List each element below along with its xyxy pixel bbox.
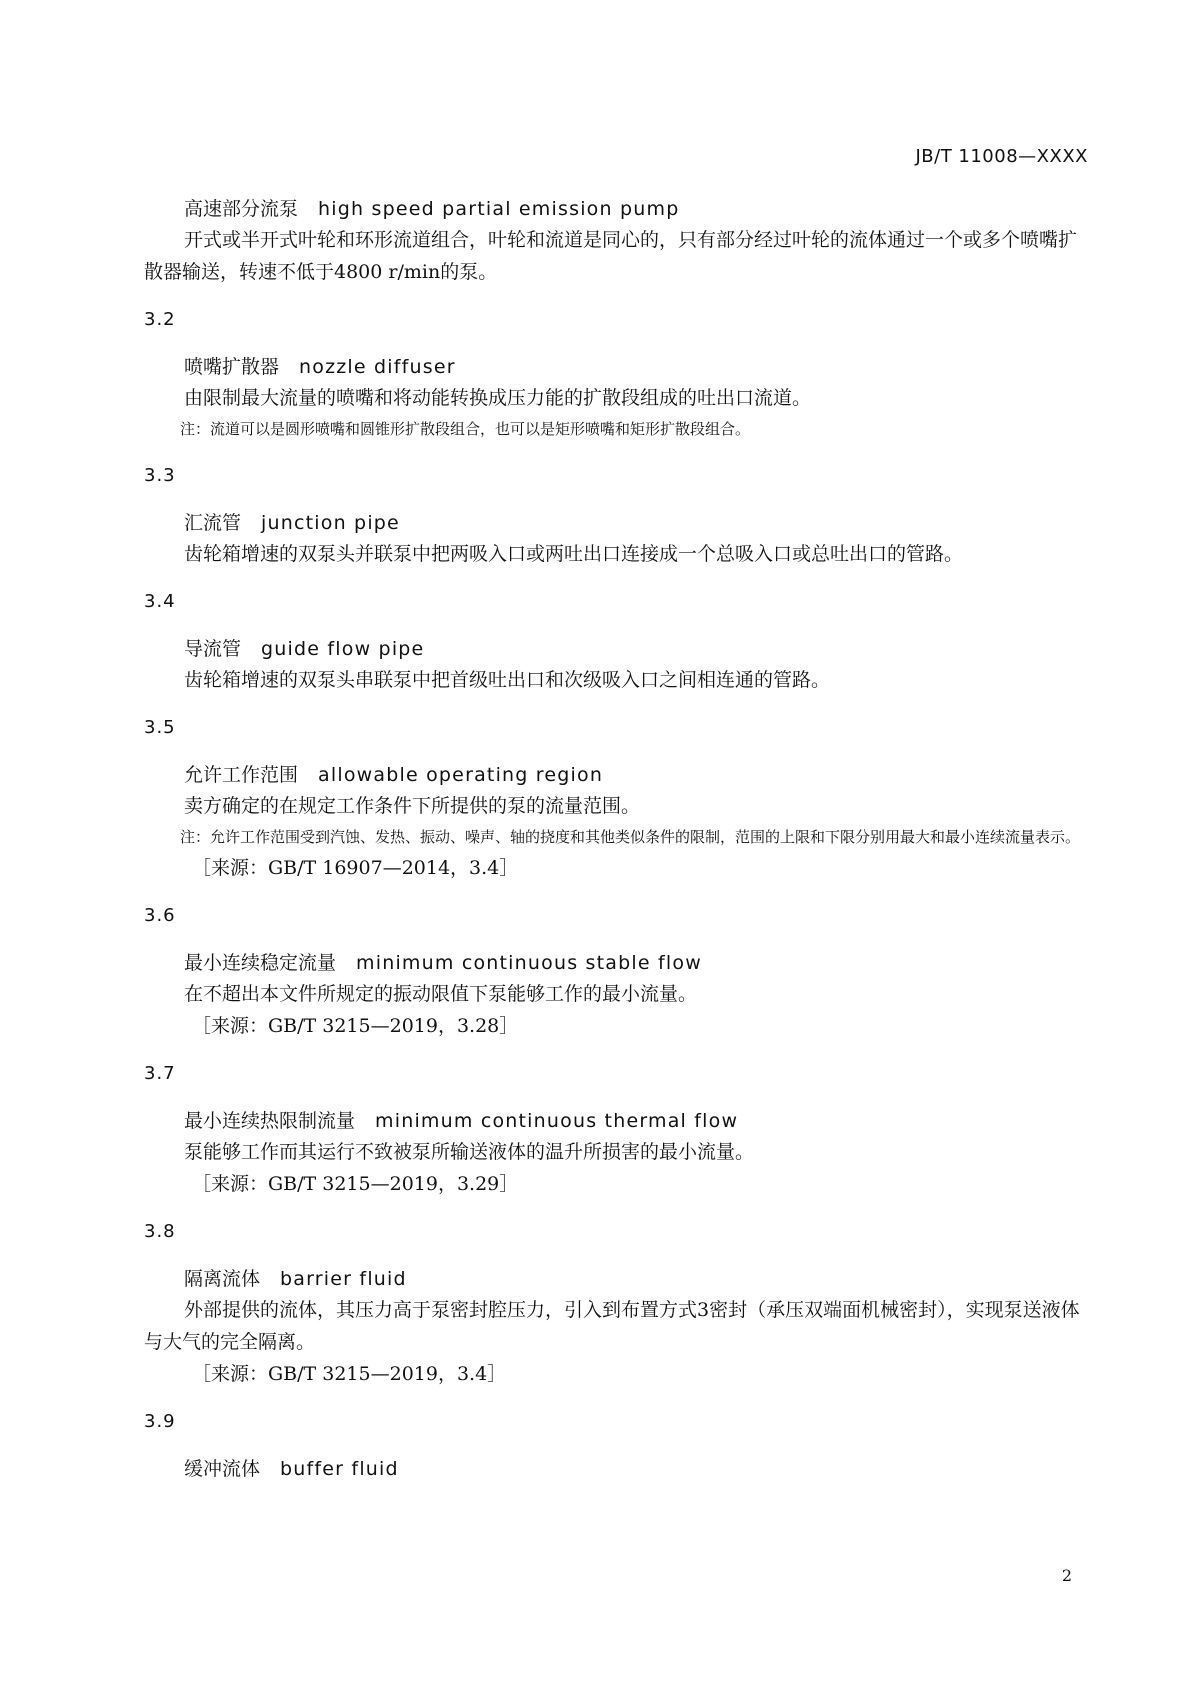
- terms-section: [144, 194, 1088, 1484]
- term-number: 3.3: [144, 465, 176, 486]
- term-zh: 允许工作范围: [184, 764, 299, 786]
- term-source: ［来源：GB/T 3215—2019，3.28］: [192, 1015, 519, 1037]
- term-definition: 开式或半开式叶轮和环形流道组合，叶轮和流道是同心的，只有部分经过叶轮的流体通过一个或多个喷嘴扩散器输送，转速不低于4800 r/min的泵。: [144, 229, 1078, 283]
- term-heading: [184, 1264, 1088, 1294]
- term-en: guide flow pipe: [261, 638, 425, 660]
- term-note: [180, 822, 1088, 852]
- term-definition: 齿轮箱增速的双泵头并联泵中把两吸入口或两吐出口连接成一个总吸入口或总吐出口的管路。: [184, 543, 964, 565]
- term-en: minimum continuous thermal flow: [375, 1110, 739, 1132]
- term-number: 3.2: [144, 309, 176, 330]
- term-definition: 在不超出本文件所规定的振动限值下泵能够工作的最小流量。: [184, 983, 698, 1005]
- term-en: allowable operating region: [318, 764, 604, 786]
- term-definition: 外部提供的流体，其压力高于泵密封腔压力，引入到布置方式3密封（承压双端面机械密封），实现泵送液体与大气的完全隔离。: [144, 1299, 1080, 1353]
- term-heading: [184, 194, 1088, 224]
- term-heading: [184, 760, 1088, 790]
- term-zh: 高速部分流泵: [184, 198, 299, 220]
- term-number: 3.7: [144, 1063, 176, 1084]
- term-number: 3.5: [144, 717, 176, 738]
- term-number: 3.4: [144, 591, 176, 612]
- note-text: 流道可以是圆形喷嘴和圆锥形扩散段组合，也可以是矩形喷嘴和矩形扩散段组合。: [210, 420, 751, 438]
- term-definition: 齿轮箱增速的双泵头串联泵中把首级吐出口和次级吸入口之间相连通的管路。: [184, 669, 831, 691]
- term-heading: [184, 508, 1088, 538]
- term-entry: [144, 712, 1088, 884]
- term-source: ［来源：GB/T 3215—2019，3.29］: [192, 1173, 519, 1195]
- term-entry: [144, 194, 1088, 288]
- term-zh: 汇流管: [184, 512, 242, 534]
- term-en: junction pipe: [261, 512, 400, 534]
- term-en: high speed partial emission pump: [318, 198, 680, 220]
- term-entry: [144, 900, 1088, 1042]
- term-number: 3.8: [144, 1221, 176, 1242]
- term-zh: 导流管: [184, 638, 242, 660]
- term-entry: [144, 586, 1088, 696]
- term-zh: 隔离流体: [184, 1268, 261, 1290]
- note-label: 注：: [180, 828, 211, 846]
- term-definition: 卖方确定的在规定工作条件下所提供的泵的流量范围。: [184, 795, 641, 817]
- page-number: 2: [1061, 1566, 1072, 1585]
- term-zh: 缓冲流体: [184, 1458, 261, 1480]
- standard-code: JB/T 11008—XXXX: [915, 146, 1088, 167]
- term-definition: 由限制最大流量的喷嘴和将动能转换成压力能的扩散段组成的吐出口流道。: [184, 387, 812, 409]
- term-zh: 最小连续热限制流量: [184, 1110, 356, 1132]
- term-en: nozzle diffuser: [299, 356, 456, 378]
- term-source: ［来源：GB/T 16907—2014，3.4］: [192, 857, 519, 879]
- term-entry: [144, 1058, 1088, 1200]
- term-entry: [144, 1216, 1088, 1390]
- term-number: 3.6: [144, 905, 176, 926]
- term-note: [180, 414, 1088, 444]
- term-source: ［来源：GB/T 3215—2019，3.4］: [192, 1363, 507, 1385]
- term-en: buffer fluid: [280, 1458, 399, 1480]
- term-number: 3.9: [144, 1411, 176, 1432]
- term-entry: [144, 304, 1088, 444]
- term-zh: 喷嘴扩散器: [184, 356, 280, 378]
- term-heading: [184, 1454, 1088, 1484]
- term-en: minimum continuous stable flow: [356, 952, 702, 974]
- note-text: 允许工作范围受到汽蚀、发热、振动、噪声、轴的挠度和其他类似条件的限制，范围的上限和下限分别用最大和最小连续流量表示。: [210, 828, 1081, 846]
- note-label: 注：: [180, 420, 211, 438]
- term-heading: [184, 948, 1088, 978]
- term-definition: 泵能够工作而其运行不致被泵所输送液体的温升所损害的最小流量。: [184, 1141, 755, 1163]
- term-entry: [144, 460, 1088, 570]
- term-en: barrier fluid: [280, 1268, 407, 1290]
- term-zh: 最小连续稳定流量: [184, 952, 337, 974]
- term-heading: [184, 1106, 1088, 1136]
- term-heading: [184, 634, 1088, 664]
- term-heading: [184, 352, 1088, 382]
- term-entry: [144, 1406, 1088, 1484]
